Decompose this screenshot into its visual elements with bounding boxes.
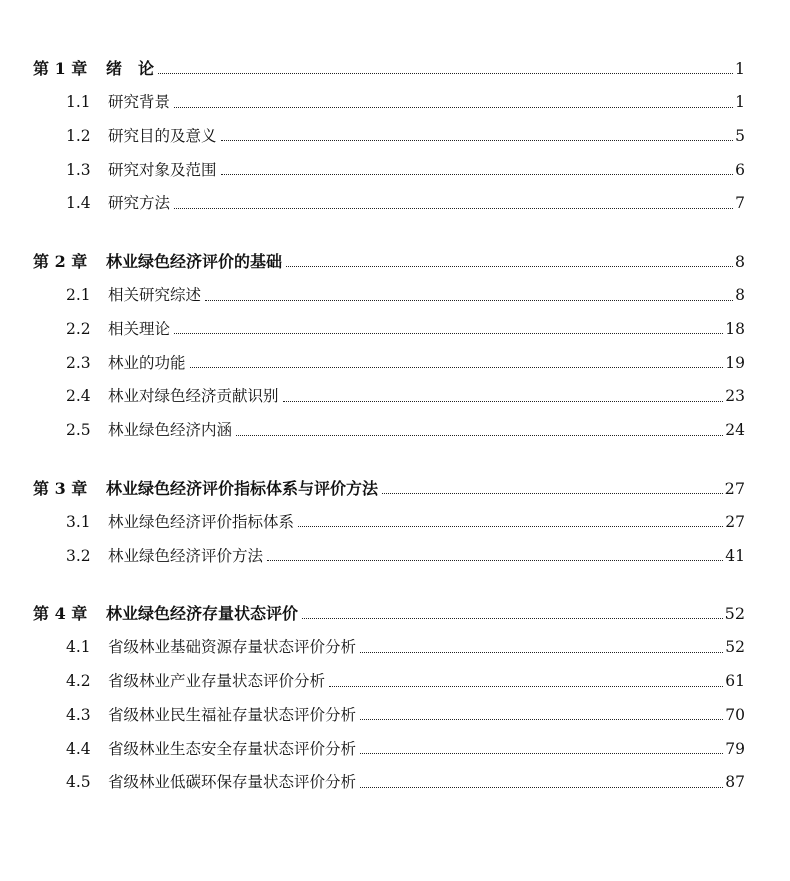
toc-section-row[interactable] [33, 304, 745, 338]
page-number: 8 [734, 251, 745, 271]
section-title: 研究方法 [108, 194, 171, 213]
dot-leader [360, 652, 723, 653]
chapter-3 [33, 463, 745, 564]
dot-leader [267, 560, 723, 561]
section-title: 相关研究综述 [108, 286, 202, 305]
page-number: 7 [735, 194, 745, 213]
toc-chapter-row[interactable] [33, 236, 745, 270]
toc-section-row[interactable] [33, 690, 745, 724]
dot-leader [221, 174, 734, 175]
section-number: 4.5 [66, 773, 91, 792]
toc-section-row[interactable] [33, 337, 745, 371]
page-number: 70 [725, 705, 745, 724]
page-number: 41 [725, 546, 745, 565]
section-number: 2.1 [66, 286, 91, 305]
section-number: 1.1 [66, 93, 91, 112]
section-number: 3.2 [66, 546, 91, 565]
toc-section-row[interactable] [33, 111, 745, 145]
toc-section-row[interactable] [33, 497, 745, 531]
section-number: 4.4 [66, 739, 91, 758]
toc-section-row[interactable] [33, 656, 745, 690]
section-number: 1.2 [66, 126, 91, 145]
section-title: 林业绿色经济评价指标体系 [108, 512, 295, 531]
section-title: 省级林业产业存量状态评价分析 [108, 672, 326, 691]
toc-chapter-row[interactable] [33, 463, 745, 497]
dot-leader [158, 73, 733, 74]
section-number: 4.2 [66, 672, 91, 691]
dot-leader [283, 401, 724, 402]
page-number: 52 [725, 638, 745, 657]
page-number: 79 [725, 739, 745, 758]
page-number: 27 [725, 512, 745, 531]
page-number: 1 [734, 58, 745, 78]
dot-leader [174, 107, 733, 108]
page-number: 52 [724, 603, 745, 623]
section-number: 2.3 [66, 353, 91, 372]
dot-leader [329, 686, 723, 687]
chapter-4 [33, 588, 745, 791]
chapter-title: 林业绿色经济评价的基础 [106, 251, 283, 271]
toc-section-row[interactable] [33, 270, 745, 304]
toc-section-row[interactable] [33, 622, 745, 656]
dot-leader [286, 266, 733, 267]
toc-section-row[interactable] [33, 178, 745, 212]
page-number: 6 [735, 160, 745, 179]
section-title: 省级林业生态安全存量状态评价分析 [108, 739, 357, 758]
dot-leader [360, 719, 723, 720]
section-number: 2.4 [66, 387, 91, 406]
section-number: 2.5 [66, 421, 91, 440]
section-number: 4.1 [66, 638, 91, 657]
chapter-title: 林业绿色经济存量状态评价 [106, 603, 299, 623]
chapter-number: 第 3 章 [33, 478, 88, 498]
toc-section-row[interactable] [33, 530, 745, 564]
section-number: 3.1 [66, 512, 91, 531]
section-title: 省级林业低碳环保存量状态评价分析 [108, 773, 357, 792]
section-number: 4.3 [66, 705, 91, 724]
section-title: 研究对象及范围 [108, 160, 217, 179]
page-number: 61 [725, 672, 745, 691]
section-title: 林业绿色经济内涵 [108, 421, 233, 440]
section-title: 相关理论 [108, 319, 171, 338]
section-title: 省级林业基础资源存量状态评价分析 [108, 638, 357, 657]
chapter-1 [33, 43, 745, 212]
chapter-title: 林业绿色经济评价指标体系与评价方法 [106, 478, 379, 498]
chapter-2 [33, 236, 745, 439]
dot-leader [174, 333, 723, 334]
section-number: 1.4 [66, 194, 91, 213]
toc-chapter-row[interactable] [33, 588, 745, 622]
chapter-title: 绪 论 [106, 58, 155, 78]
toc-chapter-row[interactable] [33, 43, 745, 77]
toc-section-row[interactable] [33, 757, 745, 791]
toc-section-row[interactable] [33, 144, 745, 178]
toc-section-row[interactable] [33, 77, 745, 111]
page-number: 87 [725, 773, 745, 792]
page-number: 24 [725, 421, 745, 440]
dot-leader [302, 618, 723, 619]
page-number: 23 [725, 387, 745, 406]
page-number: 1 [735, 93, 745, 112]
toc-section-row[interactable] [33, 371, 745, 405]
section-title: 省级林业民生福祉存量状态评价分析 [108, 705, 357, 724]
section-number: 2.2 [66, 319, 91, 338]
section-title: 林业对绿色经济贡献识别 [108, 387, 279, 406]
dot-leader [360, 787, 723, 788]
page-number: 19 [725, 353, 745, 372]
dot-leader [221, 140, 734, 141]
dot-leader [236, 435, 723, 436]
page-number: 5 [735, 126, 745, 145]
page-number: 27 [724, 478, 745, 498]
dot-leader [205, 300, 733, 301]
section-title: 研究背景 [108, 93, 171, 112]
toc-section-row[interactable] [33, 405, 745, 439]
dot-leader [382, 493, 723, 494]
section-title: 林业绿色经济评价方法 [108, 546, 264, 565]
dot-leader [298, 526, 723, 527]
section-number: 1.3 [66, 160, 91, 179]
dot-leader [190, 367, 724, 368]
dot-leader [174, 208, 733, 209]
chapter-number: 第 1 章 [33, 58, 88, 78]
page-number: 8 [735, 286, 745, 305]
toc-section-row[interactable] [33, 723, 745, 757]
table-of-contents [33, 43, 745, 815]
page-number: 18 [725, 319, 745, 338]
section-title: 研究目的及意义 [108, 126, 217, 145]
dot-leader [360, 753, 723, 754]
chapter-number: 第 2 章 [33, 251, 88, 271]
chapter-number: 第 4 章 [33, 603, 88, 623]
section-title: 林业的功能 [108, 353, 186, 372]
